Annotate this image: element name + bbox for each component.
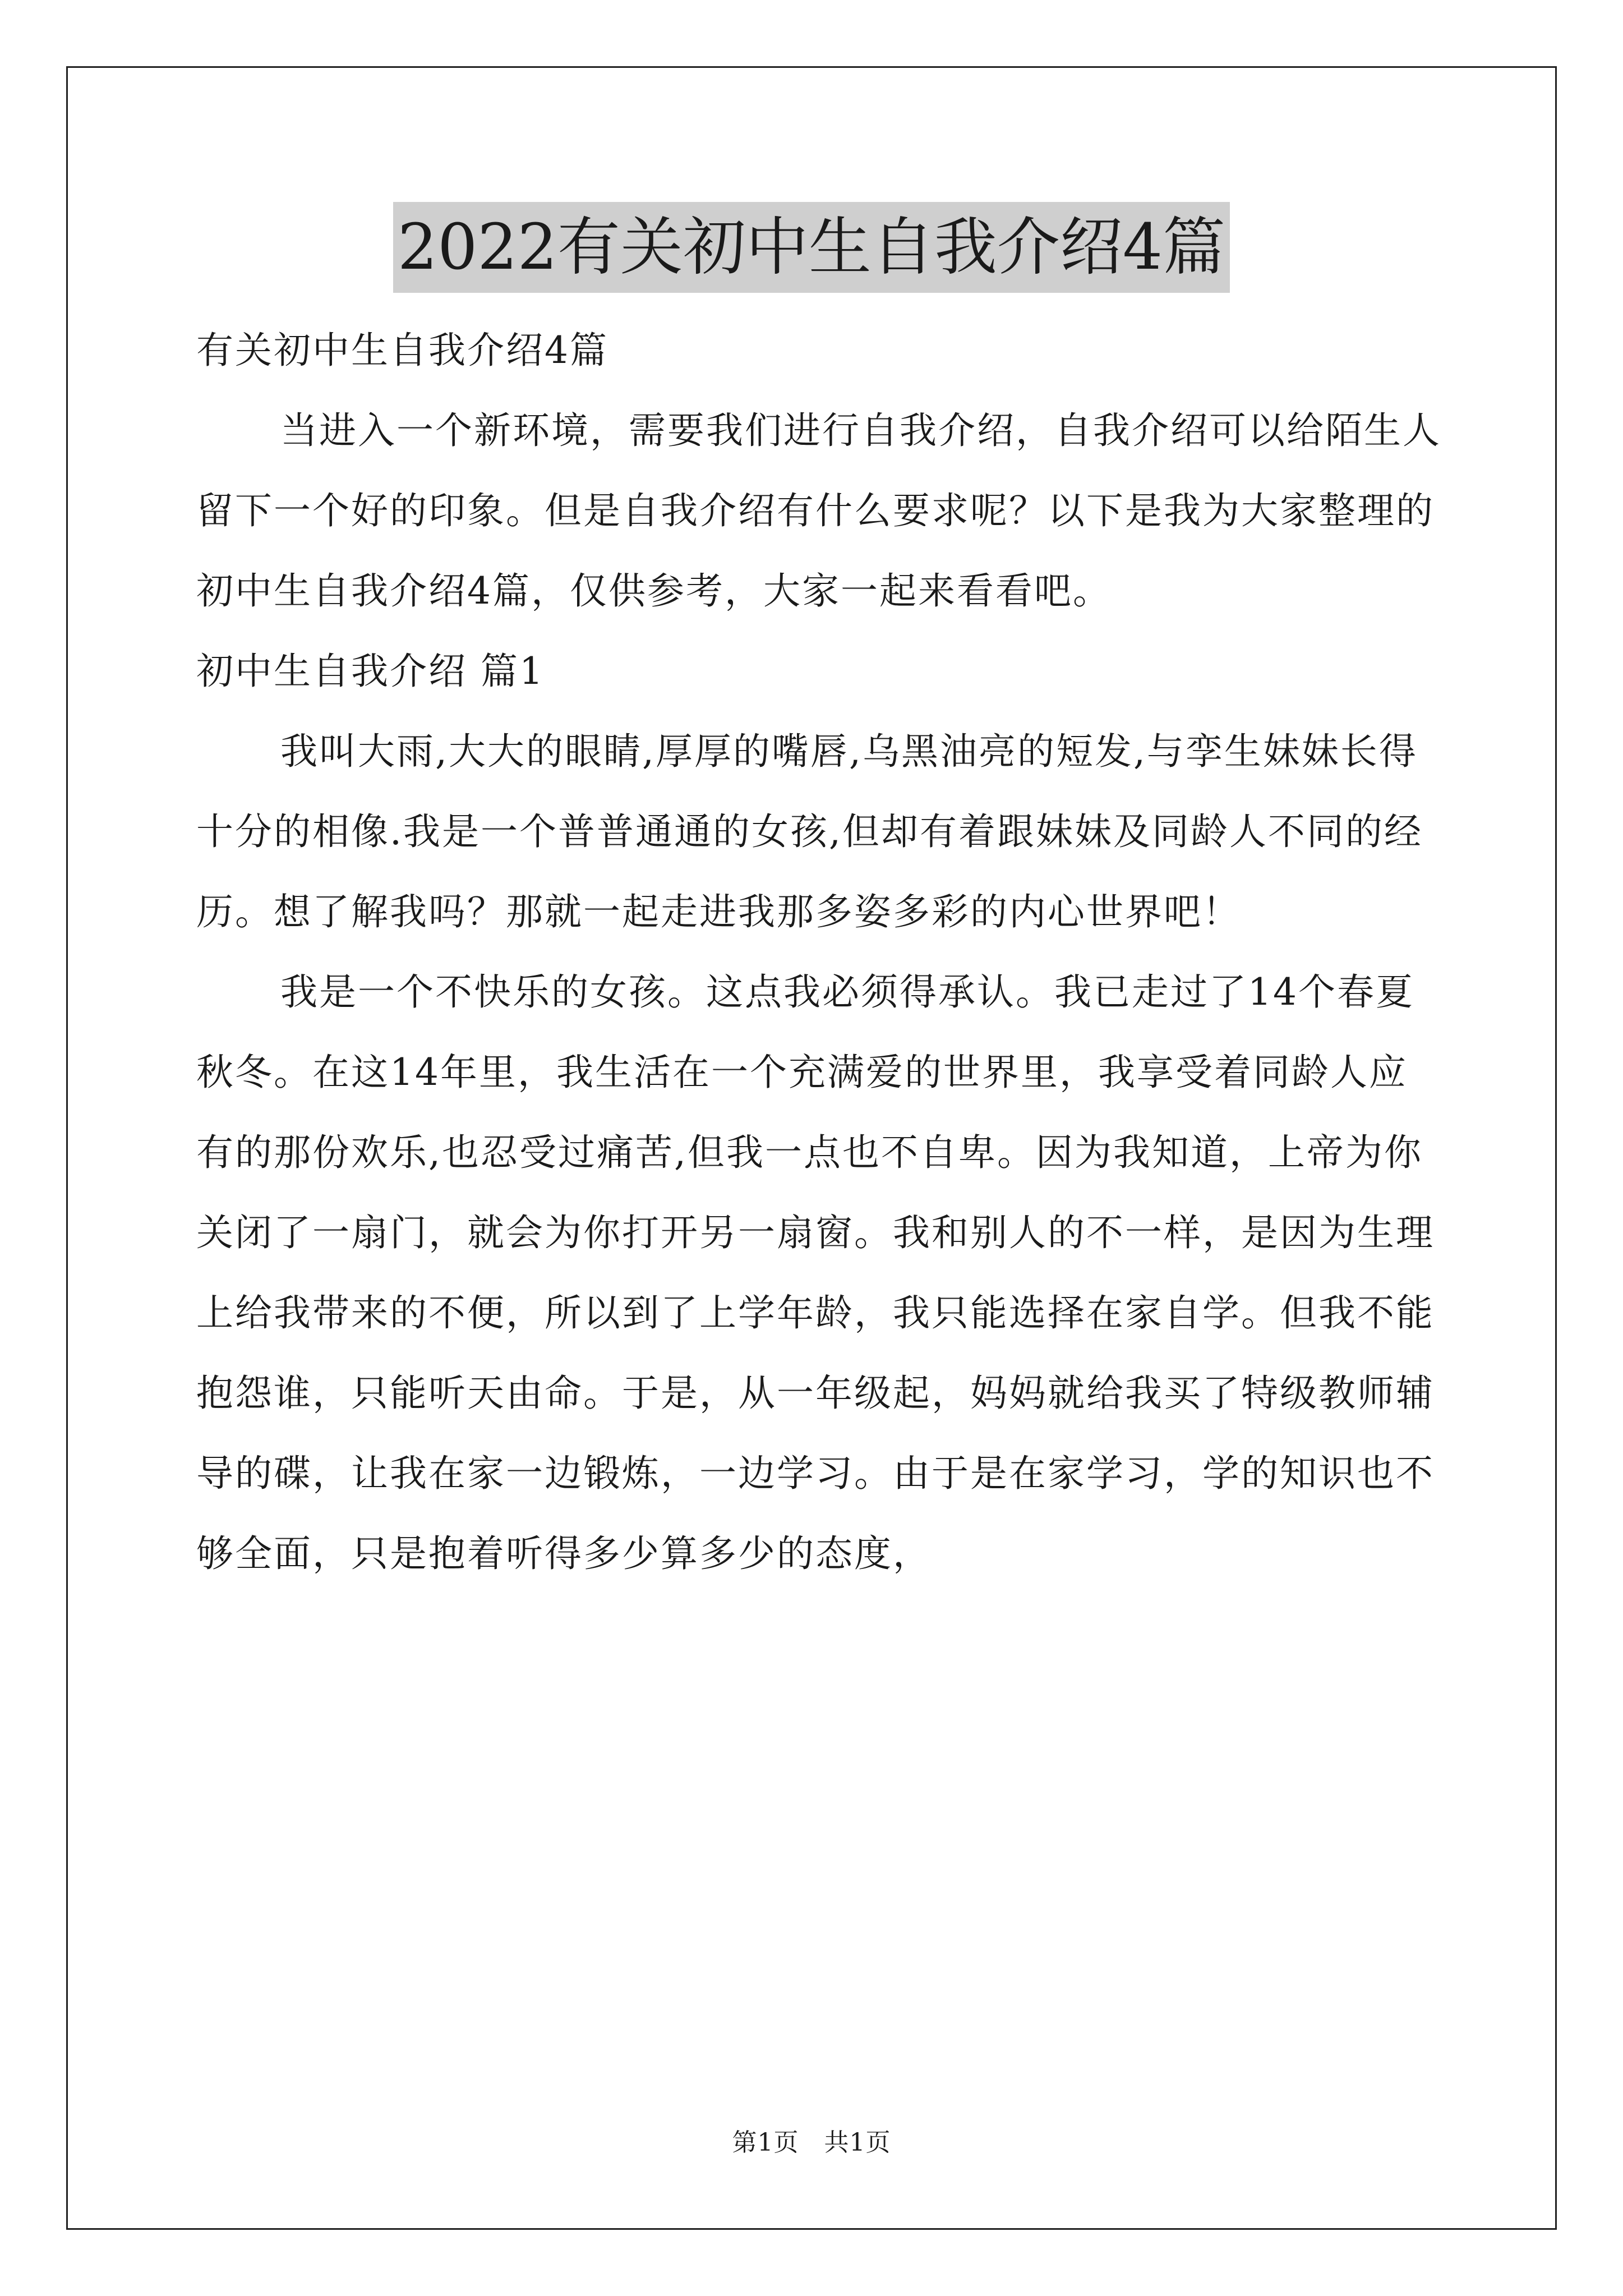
body-paragraph-1: 我叫大雨,大大的眼睛,厚厚的嘴唇,乌黑油亮的短发,与孪生妹妹长得十分的相像.我是一个普普通通的女孩,但却有着跟妹妹及同龄人不同的经历。想了解我吗？那就一起走进我那多姿多彩的内心世界吧！ — [196, 730, 1423, 933]
document-body — [196, 310, 1441, 1594]
intro-paragraph: 当进入一个新环境，需要我们进行自我介绍，自我介绍可以给陌生人留下一个好的印象。但是自我介绍有什么要求呢？以下是我为大家整理的初中生自我介绍4篇，仅供参考，大家一起来看看吧。 — [196, 409, 1441, 613]
title-container — [0, 202, 1623, 293]
section-heading: 初中生自我介绍 篇1 — [196, 650, 545, 693]
page-footer: 第1页 共1页 — [732, 2128, 891, 2157]
subtitle: 有关初中生自我介绍4篇 — [196, 329, 608, 372]
document-title: 2022有关初中生自我介绍4篇 — [393, 202, 1230, 293]
body-paragraph-2: 我是一个不快乐的女孩。这点我必须得承认。我已走过了14个春夏秋冬。在这14年里，我生活在一个充满爱的世界里，我享受着同龄人应有的那份欢乐,也忍受过痛苦,但我一点也不自卑。因为我知道，上帝为你关闭了一扇门，就会为你打开另一扇窗。我和别人的不一样，是因为生理上给我带来的不便，所以到了上学年龄，我只能选择在家自学。但我不能抱怨谁，只能听天由命。于是，从一年级起，妈妈就给我买了特级教师辅导的碟，让我在家一边锻炼，一边学习。由于是在家学习，学的知识也不够全面，只是抱着听得多少算多少的态度， — [196, 970, 1435, 1575]
